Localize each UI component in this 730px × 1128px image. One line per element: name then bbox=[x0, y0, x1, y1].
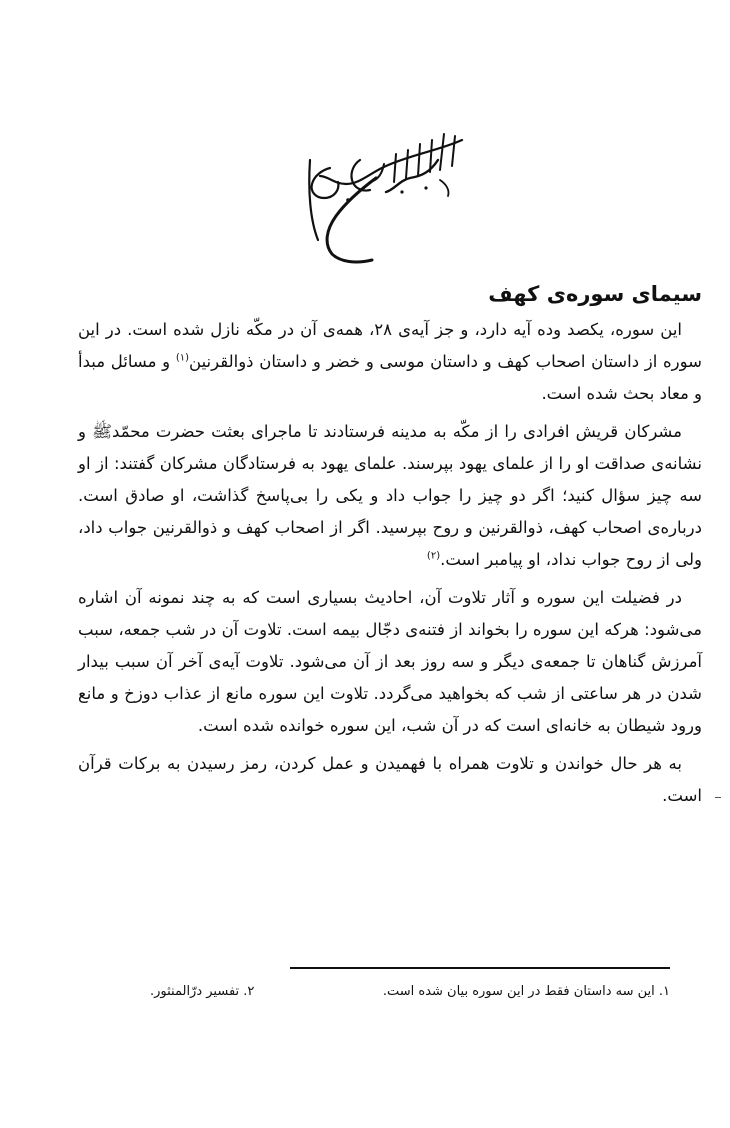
footnote-reference: (۱) bbox=[175, 352, 190, 364]
paragraph-2 bbox=[78, 416, 702, 576]
paragraph-text: و مسائل مبدأ و معاد بحث شده است. bbox=[78, 352, 702, 403]
paragraph-3 bbox=[78, 582, 702, 742]
paragraph-text: در فضیلت این سوره و آثار تلاوت آن، احادیث بسیاری است که به چند نمونه آن اشاره می‌شود: هرکه این سوره را بخواند از فتنه‌ی دجّال بیمه است. تلاوت آن در شب جمعه، سبب آمرزش گناهان تا جمعه‌ی دیگر و سه روز بعد از آن می‌شود. تلاوت آیه‌ی آخر آن سبب بیدار شدن در هر ساعتی از شب که بخواهید می‌گردد. تلاوت این سوره مانع از عذاب دوزخ و مانع ورود شیطان به خانه‌ای است که در آن شب، این سوره خوانده شده است. bbox=[78, 588, 702, 735]
bismillah-calligraphy bbox=[290, 120, 470, 270]
paragraph-text: به هر حال خواندن و تلاوت همراه با فهمیدن و عمل کردن، رمز رسیدن به برکات قرآن است. bbox=[78, 754, 702, 805]
footnote-1: ۱. این سه داستان فقط در این سوره بیان شده است. bbox=[382, 984, 670, 999]
paragraph-1 bbox=[78, 314, 702, 410]
footnote-divider bbox=[290, 967, 670, 969]
footnote-reference: (۲) bbox=[426, 550, 441, 562]
section-heading: سیمای سوره‌ی کهف bbox=[488, 282, 702, 306]
body-text bbox=[78, 314, 702, 818]
margin-mark bbox=[715, 797, 721, 798]
paragraph-text: مشرکان قریش افرادی را از مکّه به مدینه فرستادند تا ماجرای بعثت حضرت محمّدﷺ و نشانه‌ی صداقت او را از علمای یهود بپرسند. علمای یهود به فرستادگان مشرکان گفتند: از او سه چیز سؤال کنید؛ اگر دو چیز را جواب داد و یکی را بی‌پاسخ گذاشت، او صادق است. درباره‌ی اصحاب کهف، ذوالقرنین و روح بپرسید. اگر از اصحاب کهف و ذوالقرنین جواب داد، ولی از روح جواب نداد، او پیامبر است. bbox=[78, 422, 702, 569]
footnote-2: ۲. تفسیر درّالمنثور. bbox=[150, 984, 255, 999]
paragraph-text: این سوره، یکصد وده آیه دارد، و جز آیه‌ی ۲۸، همه‌ی آن در مکّه نازل شده است. در این سوره از داستان اصحاب کهف و داستان موسی و خضر و داستان ذوالقرنین bbox=[78, 320, 702, 371]
paragraph-4 bbox=[78, 748, 702, 812]
footnotes bbox=[150, 984, 670, 999]
